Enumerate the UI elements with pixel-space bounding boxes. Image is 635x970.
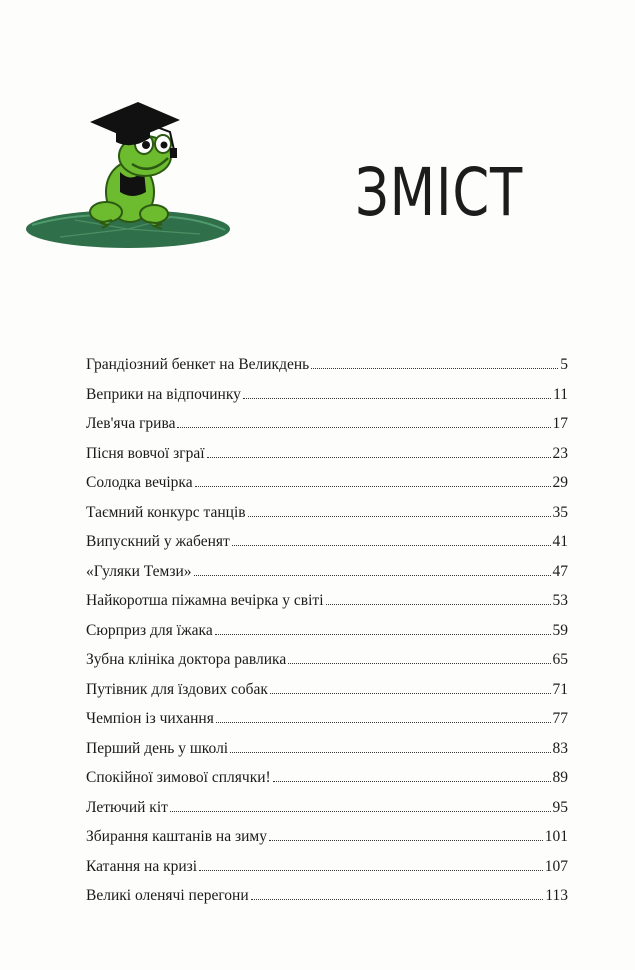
toc-entry-title: Перший день у школі	[86, 739, 229, 757]
toc-entry[interactable]	[86, 650, 568, 680]
toc-leader	[243, 398, 551, 399]
toc-entry-title: Лев'яча грива	[86, 415, 176, 432]
toc-entry-title: Великі оленячі перегони	[86, 887, 249, 904]
frog-graduate-on-lily-pad-icon	[20, 92, 230, 252]
toc-entry-page: 23	[552, 444, 568, 462]
toc-entry-title: Вeприки на відпочинку	[86, 385, 241, 403]
toc-leader	[195, 486, 551, 487]
toc-entry[interactable]	[86, 621, 568, 651]
toc-entry[interactable]	[86, 591, 568, 621]
toc-entry-page: 35	[552, 503, 568, 521]
toc-entry-title: Збирання каштанів на зиму	[86, 828, 267, 845]
toc-entry[interactable]	[86, 857, 568, 887]
toc-entry-page: 83	[552, 739, 568, 757]
toc-entry-page: 77	[552, 710, 568, 727]
toc-entry-title: Зубна клініка доктора равлика	[86, 651, 287, 668]
toc-entry-title: Пісня вовчої зграї	[86, 444, 205, 462]
toc-entry-page: 113	[545, 887, 568, 904]
toc-entry[interactable]	[86, 473, 568, 503]
toc-leader	[270, 693, 551, 694]
toc-leader	[199, 870, 543, 871]
table-of-contents	[86, 355, 568, 916]
toc-entry-title: Чемпіон із чихання	[86, 710, 214, 727]
toc-entry-title: Путівник для їздових собак	[86, 680, 268, 698]
toc-leader	[311, 368, 558, 369]
toc-entry[interactable]	[86, 444, 568, 474]
toc-entry-title: Випускний у жабенят	[86, 533, 230, 550]
toc-entry-page: 65	[552, 651, 568, 668]
toc-leader	[230, 752, 550, 753]
toc-entry-title: Найкоротша піжамна вечірка у світі	[86, 592, 324, 609]
toc-entry[interactable]	[86, 739, 568, 769]
toc-leader	[177, 427, 550, 428]
toc-entry-page: 59	[552, 621, 568, 639]
toc-leader	[273, 781, 551, 782]
page-title: ЗМІСТ	[355, 154, 524, 231]
toc-entry-page: 11	[553, 385, 568, 403]
toc-entry-page: 29	[552, 474, 568, 491]
toc-leader	[326, 604, 551, 605]
toc-leader	[232, 545, 551, 546]
toc-entry-title: Грандіозний бенкет на Великдень	[86, 356, 310, 373]
toc-entry-page: 5	[560, 356, 568, 373]
toc-entry-page: 95	[552, 798, 568, 816]
toc-leader	[269, 840, 543, 841]
toc-entry-page: 17	[552, 415, 568, 432]
toc-entry[interactable]	[86, 680, 568, 710]
toc-leader	[251, 899, 544, 900]
toc-entry-title: Катання на кризі	[86, 857, 198, 875]
toc-entry[interactable]	[86, 532, 568, 562]
toc-entry[interactable]	[86, 768, 568, 798]
toc-entry[interactable]	[86, 827, 568, 857]
toc-entry[interactable]	[86, 385, 568, 415]
toc-leader	[216, 722, 551, 723]
toc-entry-title: «Гуляки Темзи»	[86, 562, 192, 580]
toc-entry[interactable]	[86, 414, 568, 444]
toc-entry-title: Сюрприз для їжака	[86, 621, 213, 639]
toc-entry[interactable]	[86, 503, 568, 533]
toc-entry-title: Солодка вечірка	[86, 474, 193, 491]
toc-leader	[194, 575, 551, 576]
toc-entry-page: 107	[544, 857, 568, 875]
toc-entry[interactable]	[86, 886, 568, 916]
toc-leader	[170, 811, 551, 812]
toc-leader	[215, 634, 551, 635]
toc-entry[interactable]	[86, 562, 568, 592]
toc-entry[interactable]	[86, 709, 568, 739]
toc-entry-title: Таємний конкурс танців	[86, 503, 246, 521]
toc-entry-page: 71	[552, 680, 568, 698]
toc-leader	[288, 663, 550, 664]
toc-entry-page: 41	[552, 533, 568, 550]
toc-entry[interactable]	[86, 355, 568, 385]
toc-entry-title: Спокійної зимової сплячки!	[86, 769, 271, 786]
toc-entry-page: 53	[552, 592, 568, 609]
toc-entry-page: 89	[552, 769, 568, 786]
toc-leader	[207, 457, 551, 458]
toc-entry-page: 101	[544, 828, 568, 845]
toc-entry-page: 47	[552, 562, 568, 580]
toc-entry[interactable]	[86, 798, 568, 828]
toc-leader	[248, 516, 551, 517]
toc-entry-title: Летючий кіт	[86, 798, 168, 816]
